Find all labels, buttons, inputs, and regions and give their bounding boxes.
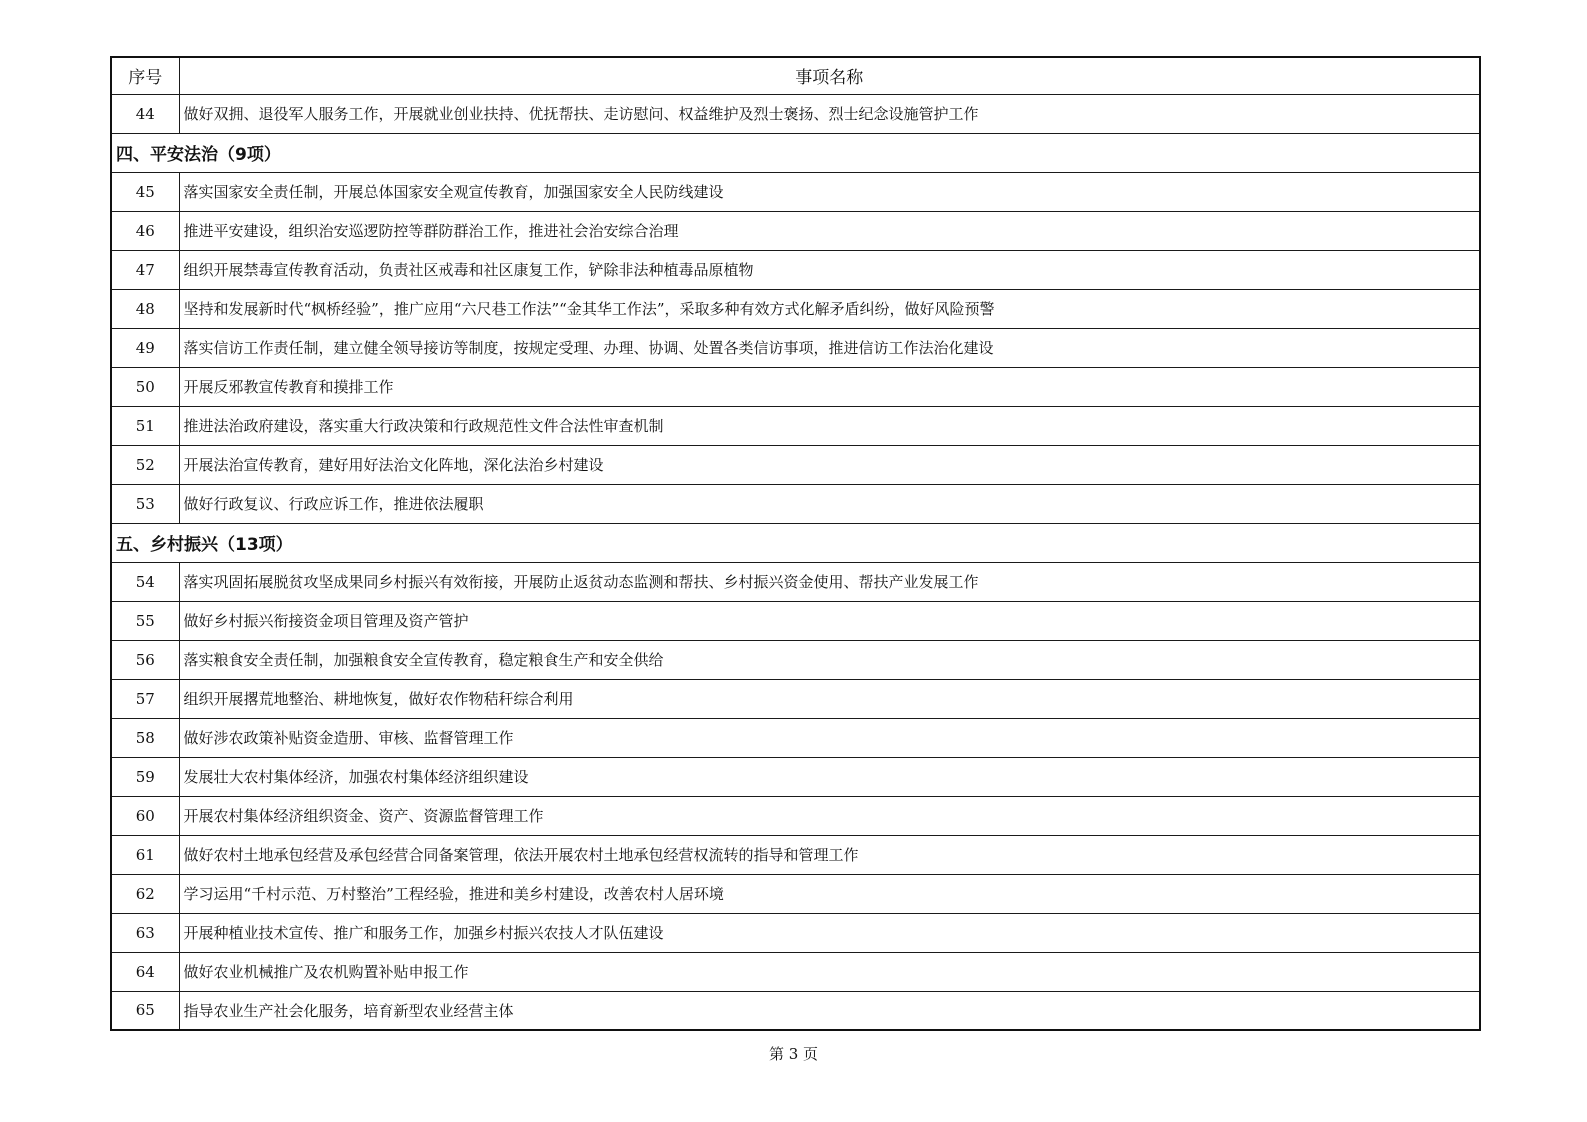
serial-number-cell: 57 [111, 679, 179, 718]
serial-number-cell: 56 [111, 640, 179, 679]
item-name-cell: 做好乡村振兴衔接资金项目管理及资产管护 [179, 601, 1480, 640]
table-row [111, 718, 1480, 757]
serial-number-cell: 59 [111, 757, 179, 796]
table-row [111, 991, 1480, 1030]
serial-number-cell: 47 [111, 250, 179, 289]
table-row [111, 172, 1480, 211]
item-name-cell: 做好农业机械推广及农机购置补贴申报工作 [179, 952, 1480, 991]
serial-number-cell: 63 [111, 913, 179, 952]
table-row [111, 679, 1480, 718]
header-item-name: 事项名称 [179, 57, 1480, 94]
item-name-cell: 开展农村集体经济组织资金、资产、资源监督管理工作 [179, 796, 1480, 835]
item-name-cell: 做好涉农政策补贴资金造册、审核、监督管理工作 [179, 718, 1480, 757]
item-name-cell: 开展种植业技术宣传、推广和服务工作，加强乡村振兴农技人才队伍建设 [179, 913, 1480, 952]
serial-number-cell: 55 [111, 601, 179, 640]
section-row [111, 133, 1480, 172]
serial-number-cell: 52 [111, 445, 179, 484]
table-row [111, 874, 1480, 913]
serial-number-cell: 51 [111, 406, 179, 445]
item-name-cell: 组织开展禁毒宣传教育活动，负责社区戒毒和社区康复工作，铲除非法种植毒品原植物 [179, 250, 1480, 289]
section-row [111, 523, 1480, 562]
item-name-cell: 组织开展撂荒地整治、耕地恢复，做好农作物秸秆综合利用 [179, 679, 1480, 718]
serial-number-cell: 46 [111, 211, 179, 250]
table-row [111, 835, 1480, 874]
table-row [111, 367, 1480, 406]
table-row [111, 328, 1480, 367]
table-body [111, 94, 1480, 1030]
item-name-cell: 做好行政复议、行政应诉工作，推进依法履职 [179, 484, 1480, 523]
table-row [111, 406, 1480, 445]
header-serial-number: 序号 [111, 57, 179, 94]
table-row [111, 94, 1480, 133]
serial-number-cell: 62 [111, 874, 179, 913]
item-name-cell: 做好农村土地承包经营及承包经营合同备案管理，依法开展农村土地承包经营权流转的指导和管理工作 [179, 835, 1480, 874]
item-name-cell: 落实信访工作责任制，建立健全领导接访等制度，按规定受理、办理、协调、处置各类信访事项，推进信访工作法治化建设 [179, 328, 1480, 367]
item-name-cell: 落实粮食安全责任制，加强粮食安全宣传教育，稳定粮食生产和安全供给 [179, 640, 1480, 679]
table-row [111, 289, 1480, 328]
serial-number-cell: 60 [111, 796, 179, 835]
item-name-cell: 落实巩固拓展脱贫攻坚成果同乡村振兴有效衔接，开展防止返贫动态监测和帮扶、乡村振兴资金使用、帮扶产业发展工作 [179, 562, 1480, 601]
item-name-cell: 学习运用“千村示范、万村整治”工程经验，推进和美乡村建设，改善农村人居环境 [179, 874, 1480, 913]
table-row [111, 211, 1480, 250]
table-row [111, 601, 1480, 640]
serial-number-cell: 49 [111, 328, 179, 367]
serial-number-cell: 64 [111, 952, 179, 991]
serial-number-cell: 53 [111, 484, 179, 523]
table-row [111, 640, 1480, 679]
item-name-cell: 推进法治政府建设，落实重大行政决策和行政规范性文件合法性审查机制 [179, 406, 1480, 445]
section-title: 五、乡村振兴（13项） [111, 523, 1480, 562]
section-title: 四、平安法治（9项） [111, 133, 1480, 172]
table-row [111, 757, 1480, 796]
items-table [110, 56, 1481, 1031]
serial-number-cell: 44 [111, 94, 179, 133]
serial-number-cell: 65 [111, 991, 179, 1030]
serial-number-cell: 48 [111, 289, 179, 328]
table-row [111, 484, 1480, 523]
serial-number-cell: 58 [111, 718, 179, 757]
item-name-cell: 坚持和发展新时代“枫桥经验”，推广应用“六尺巷工作法”“金其华工作法”，采取多种有效方式化解矛盾纠纷，做好风险预警 [179, 289, 1480, 328]
table-row [111, 952, 1480, 991]
serial-number-cell: 50 [111, 367, 179, 406]
table-row [111, 796, 1480, 835]
item-name-cell: 推进平安建设，组织治安巡逻防控等群防群治工作，推进社会治安综合治理 [179, 211, 1480, 250]
item-name-cell: 发展壮大农村集体经济，加强农村集体经济组织建设 [179, 757, 1480, 796]
item-name-cell: 做好双拥、退役军人服务工作，开展就业创业扶持、优抚帮扶、走访慰问、权益维护及烈士褒扬、烈士纪念设施管护工作 [179, 94, 1480, 133]
item-name-cell: 开展法治宣传教育，建好用好法治文化阵地，深化法治乡村建设 [179, 445, 1480, 484]
serial-number-cell: 61 [111, 835, 179, 874]
table-row [111, 913, 1480, 952]
table-row [111, 445, 1480, 484]
serial-number-cell: 54 [111, 562, 179, 601]
table-header-row [111, 57, 1480, 94]
item-name-cell: 落实国家安全责任制，开展总体国家安全观宣传教育，加强国家安全人民防线建设 [179, 172, 1480, 211]
table-row [111, 250, 1480, 289]
table-row [111, 562, 1480, 601]
serial-number-cell: 45 [111, 172, 179, 211]
item-name-cell: 开展反邪教宣传教育和摸排工作 [179, 367, 1480, 406]
item-name-cell: 指导农业生产社会化服务，培育新型农业经营主体 [179, 991, 1480, 1030]
page-number: 第 3 页 [768, 1045, 819, 1063]
